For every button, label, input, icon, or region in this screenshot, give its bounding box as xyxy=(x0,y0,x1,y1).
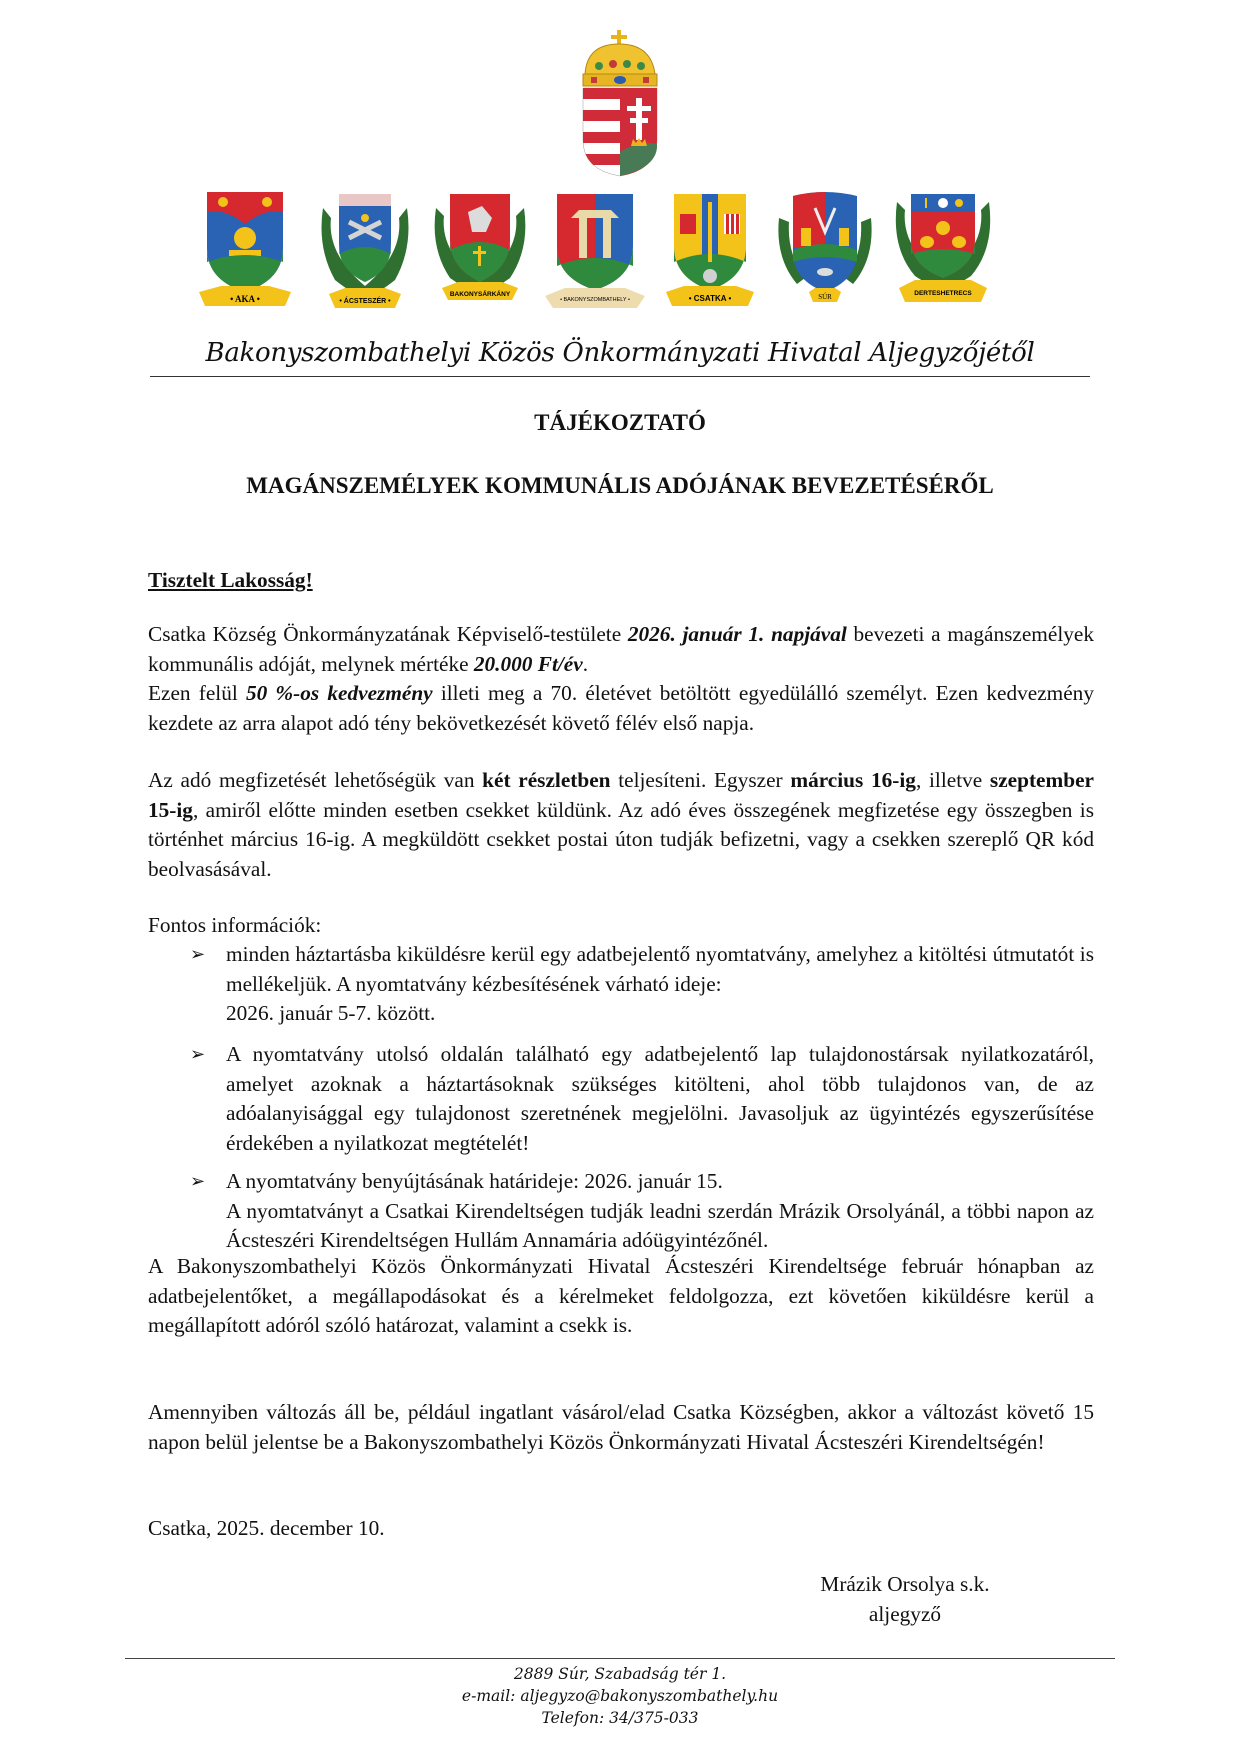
csatka-coat-of-arms-icon xyxy=(660,188,760,318)
paragraph-processing: A Bakonyszombathelyi Közös Önkormányzati Hivatal Ácsteszéri Kirendeltsége február hónapban az adatbejelentőket, a megállapodásokat és a kérelmeket feldolgozza, ezt követően kiküldésre kerül a megállapított adóról szóló határozat, valamint a csekk is. xyxy=(148,1254,1094,1337)
paragraph-payment: Az adó megfizetését lehetőségük van két részletben teljesíteni. Egyszer március 16-ig, illetve szeptember 15-ig, amiről előtte minden esetben csekket küldünk. Az adó éves összegének megfizetése egy összegben is történhet március 16-ig. A megküldött csekket postai úton tudják befizetni, vagy a csekken szereplő QR kód beolvasásával. xyxy=(148,768,1094,881)
arrowhead-bullet-icon: ➢ xyxy=(190,1044,206,1064)
paragraph-changes: Amennyiben változás áll be, például ingatlant vásárol/elad Csatka Községben, akkor a változást követő 15 napon belül jelentse be a Bakonyszombathelyi Közös Önkormányzati Hivatal Ácsteszéri Kirendeltségén! xyxy=(148,1400,1094,1454)
svg-text:• AKA •: • AKA • xyxy=(230,294,260,304)
document-title: TÁJÉKOZTATÓ xyxy=(534,410,706,435)
footer-contact xyxy=(300,1663,940,1729)
aka-coat-of-arms-icon xyxy=(195,188,295,318)
letterhead-divider xyxy=(150,376,1090,377)
paragraph-introduction: Csatka Község Önkormányzatának Képviselő-testülete 2026. január 1. napjával bevezeti a magánszemélyek kommunális adóját, melynek mértéke 20.000 Ft/év. Ezen felül 50 %-os kedvezmény illeti meg a 70. életévet betöltött egyedülálló személyt. Ezen kedvezmény kezdete az arra alapot adó tény bekövetkezését követő félév első napja. xyxy=(148,622,1094,735)
acsteszer-coat-of-arms-icon xyxy=(315,188,415,318)
bakonyszombathely-coat-of-arms-icon xyxy=(545,188,645,318)
municipal-coats-of-arms-row xyxy=(195,188,1055,318)
dateline: Csatka, 2025. december 10. xyxy=(148,1516,385,1540)
svg-text:• CSATKA •: • CSATKA • xyxy=(688,294,732,303)
svg-text:BAKONYSÁRKÁNY: BAKONYSÁRKÁNY xyxy=(449,291,511,298)
arrowhead-bullet-icon: ➢ xyxy=(190,944,206,964)
sur-coat-of-arms-icon xyxy=(775,188,875,318)
footer-address: 2889 Súr, Szabadság tér 1. xyxy=(513,1665,727,1683)
letterhead-title: Bakonyszombathelyi Közös Önkormányzati Hivatal Aljegyzőjétől xyxy=(205,338,1035,368)
bakonysarkany-coat-of-arms-icon xyxy=(430,188,530,318)
dertesrehecs-coat-of-arms-icon xyxy=(893,188,993,318)
signature-block xyxy=(795,1570,1015,1629)
footer-divider xyxy=(125,1658,1115,1659)
hungary-coat-of-arms-icon xyxy=(565,28,675,178)
footer-email: e-mail: aljegyzo@bakonyszombathely.hu xyxy=(461,1687,779,1705)
svg-text:DERTESHETRECS: DERTESHETRECS xyxy=(914,290,972,297)
signatory-role: aljegyző xyxy=(868,1601,942,1626)
svg-text:SÚR: SÚR xyxy=(818,293,832,301)
footer-phone: Telefon: 34/375-033 xyxy=(541,1709,699,1727)
salutation: Tisztelt Lakosság! xyxy=(148,568,313,592)
important-info-label: Fontos információk: xyxy=(148,913,322,937)
arrowhead-bullet-icon: ➢ xyxy=(190,1171,206,1191)
signatory-name: Mrázik Orsolya s.k. xyxy=(820,1572,990,1596)
svg-text:• BAKONYSZOMBATHELY •: • BAKONYSZOMBATHELY • xyxy=(560,297,630,303)
svg-text:• ÁCSTESZÉR •: • ÁCSTESZÉR • xyxy=(339,298,391,305)
document-subtitle: MAGÁNSZEMÉLYEK KOMMUNÁLIS ADÓJÁNAK BEVEZETÉSÉRŐL xyxy=(246,473,994,498)
